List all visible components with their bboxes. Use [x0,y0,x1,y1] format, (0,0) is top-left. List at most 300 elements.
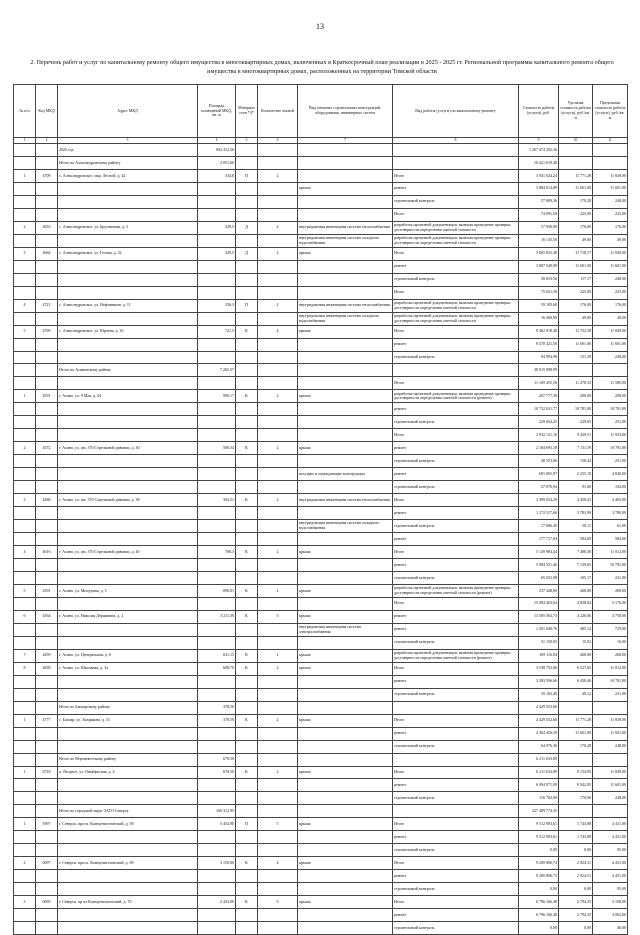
document-title: 2. Перечень работ и услуг по капитальному ремонту общего имущества в многоквартирных домах, включенных в Краткосрочный план реализации в 2025 - 2025 гг. Региональной программы капитального ремонта общего имущества в многоквартирных домах, расположенных на территории Томской области [30,59,614,75]
table-cell: 11 849,00 [593,325,628,338]
table-cell: 229,65 [559,416,593,429]
table-cell: 6 458,46 [559,675,593,688]
table-cell: 2 [258,299,298,312]
table-cell: 1 [14,714,36,727]
table-cell [258,805,298,818]
table-cell [36,571,58,584]
table-cell: 15 084 463,64 [519,597,559,610]
table-cell: 631,15 [198,649,236,662]
table-cell: 1 [14,818,36,831]
table-cell: строительный контроль [393,351,519,364]
table-cell: г. Асино, ул. Мичурина, д. 5 [58,584,198,597]
table-cell: 0,00 [559,883,593,896]
table-cell: 2 051,60 [198,156,236,169]
table-cell: К [236,649,258,662]
table-cell: 169 116,04 [519,649,559,662]
table-cell: 5 [14,584,36,597]
table-cell: разработка проектной документации, включая проведение проверки достоверности определения сметной стоимости [393,221,519,234]
col-header: Предельная стоимость работы (услуги), руб./кв. м [593,85,628,138]
table-cell [393,753,519,766]
table-cell: 9 [258,896,298,909]
table-cell [298,338,393,351]
table-cell: 3 941 024,24 [519,169,559,182]
table-cell [298,922,393,935]
table-cell [236,675,258,688]
table-cell [36,364,58,377]
table-cell: 2 [258,247,298,260]
table-cell [36,481,58,494]
table-cell [298,909,393,922]
table-cell: внутридомовая инженерная система холодного водоснабжения [298,234,393,247]
table-cell: 1 743,88 [559,818,593,831]
table-cell: 8 [14,662,36,675]
table-row [14,922,628,935]
table-row [14,247,628,260]
table-cell [258,883,298,896]
table-cell: строительный контроль [393,455,519,468]
table-cell [236,597,258,610]
table-cell: 2 [258,169,298,182]
table-cell: 3 865 823,48 [519,247,559,260]
table-cell [58,273,198,286]
table-cell: 49,12 [559,688,593,701]
table-cell: 48 553,06 [519,455,559,468]
table-cell [258,559,298,572]
table-cell: 11 012,00 [593,662,628,675]
table-cell: 11 601,00 [593,182,628,195]
table-cell: 4486 [36,494,58,507]
table-cell: разработка проектной документации, включая проведение проверки достоверности определения сметной стоимости (ремонт) [393,649,519,662]
table-cell: 691 065,97 [519,468,559,481]
table-cell [14,792,36,805]
table-cell [36,533,58,546]
table-cell: Д [236,247,258,260]
table-cell: 11 771,28 [559,169,593,182]
table-cell: 7 265,57 [198,364,236,377]
table-cell: 0,00 [559,922,593,935]
table-cell: крыша [298,546,393,559]
table-cell: крыша [298,442,393,455]
table-row [14,273,628,286]
table-cell [258,429,298,442]
table-cell: внутридомовая инженерная система теплоснабжения [298,299,393,312]
table-cell: ремонт [393,507,519,520]
table-cell: 176,00 [593,299,628,312]
table-cell: 16 135,50 [519,234,559,247]
table-cell [14,481,36,494]
table-cell: 10 781,00 [593,675,628,688]
table-cell [14,909,36,922]
table-cell [58,922,198,935]
table-cell [298,571,393,584]
table-cell: 2 794,35 [559,909,593,922]
table-cell: 4 838,84 [559,597,593,610]
table-row [14,896,628,909]
table-row [14,403,628,416]
table-cell [236,286,258,299]
table-cell: 2 184 695,18 [519,442,559,455]
table-cell [36,792,58,805]
table-cell: 0,00 [519,883,559,896]
table-cell: ремонт [393,182,519,195]
table-cell: 4 [258,325,298,338]
table-cell [298,195,393,208]
table-cell [298,636,393,649]
table-cell: К [236,610,258,623]
table-cell [236,831,258,844]
table-cell [14,403,36,416]
table-cell [58,533,198,546]
table-cell [198,675,236,688]
table-cell: 207 777,39 [519,390,559,403]
table-cell [58,792,198,805]
table-cell: г. Асино, ул. Центральная, д. 6 [58,649,198,662]
table-row [14,546,628,559]
table-cell: 11 601,00 [593,779,628,792]
works-table [13,84,628,935]
table-cell [14,286,36,299]
table-cell [236,727,258,740]
table-cell [258,740,298,753]
table-cell [559,805,593,818]
table-row [14,156,628,169]
table-cell: с. Александровское, мкр. Лесной, д. 42 [58,169,198,182]
col-number: 5 [236,138,258,144]
table-cell [58,377,198,390]
table-row [14,299,628,312]
table-cell: крыша [298,662,393,675]
table-cell [298,688,393,701]
table-cell: К [236,546,258,559]
table-cell [58,195,198,208]
table-cell [236,351,258,364]
table-row [14,455,628,468]
table-cell [14,468,36,481]
table-cell: г. Асино, ул. Николая Державина, д. 2 [58,610,198,623]
table-cell: 692 412,56 [198,144,236,157]
table-cell: 3 783,99 [559,507,593,520]
table-cell [298,559,393,572]
table-row [14,520,628,533]
table-cell [236,701,258,714]
table-cell: 3 807 549,90 [519,260,559,273]
col-number: 2 [36,138,58,144]
table-cell: ремонт [393,442,519,455]
table-cell: 3 538 752,06 [519,662,559,675]
table-cell [198,571,236,584]
table-cell [198,779,236,792]
table-cell [559,144,593,157]
table-cell [58,597,198,610]
table-cell: крыша [298,896,393,909]
table-cell: К [236,325,258,338]
table-cell [58,234,198,247]
table-cell [593,144,628,157]
table-cell [58,455,198,468]
table-cell: 584,00 [559,533,593,546]
page-number: 13 [316,22,324,31]
table-cell [393,805,519,818]
table-cell [58,286,198,299]
table-cell: 2 [14,221,36,234]
table-row [14,312,628,325]
table-cell: 38 915 098,99 [519,364,559,377]
table-cell: 231,00 [593,688,628,701]
table-cell: 7 488,30 [559,546,593,559]
table-cell [298,481,393,494]
table-cell: 506,54 [198,442,236,455]
table-cell [236,688,258,701]
table-cell: внутридомовая инженерная система электроснабжения [298,623,393,636]
table-cell [36,273,58,286]
table-cell: Итого [393,896,519,909]
table-cell: 104,00 [593,481,628,494]
table-cell: 11 771,28 [559,714,593,727]
table-row [14,662,628,675]
table-cell [14,740,36,753]
table-cell: 3 884 014,88 [519,182,559,195]
table-row [14,325,628,338]
col-header: № п/п [14,85,36,138]
table-cell [198,559,236,572]
table-cell: 2 [258,714,298,727]
table-cell: 11 849,00 [593,714,628,727]
table-cell: 4 429 552,66 [519,701,559,714]
table-cell [236,416,258,429]
table-cell: Итого по Бакчарскому району [58,701,198,714]
table-cell: 46,00 [593,922,628,935]
table-cell [236,364,258,377]
table-cell [236,338,258,351]
table-cell: 334,8 [198,169,236,182]
col-number: 11 [593,138,628,144]
table-cell [14,571,36,584]
table-cell [58,312,198,325]
table-cell: 7 131,59 [559,442,593,455]
table-row [14,221,628,234]
table-cell [198,481,236,494]
table-row [14,442,628,455]
table-cell: 4 431,00 [593,831,628,844]
table-cell [198,429,236,442]
table-cell: 2 924,51 [559,857,593,870]
table-cell: 11 953,00 [593,429,628,442]
table-cell [14,429,36,442]
table-cell: с. Александровское, ул. Брусничная, д. 5 [58,221,198,234]
table-cell: 94 994,98 [519,351,559,364]
table-cell [258,312,298,325]
table-cell [236,481,258,494]
table-cell [36,623,58,636]
table-cell [58,844,198,857]
table-cell [36,779,58,792]
table-cell [58,623,198,636]
table-cell [236,909,258,922]
table-row [14,351,628,364]
table-cell: строительный контроль [393,844,519,857]
table-cell [36,156,58,169]
table-cell: 11 601,00 [559,260,593,273]
table-cell: К [236,662,258,675]
table-cell: 11 169 455,56 [519,377,559,390]
table-cell: 3 108,00 [593,896,628,909]
table-cell: 4391 [36,584,58,597]
table-cell [198,468,236,481]
table-cell [298,753,393,766]
table-cell: строительный контроль [393,636,519,649]
table-row [14,597,628,610]
table-cell: П [236,818,258,831]
table-cell [258,195,298,208]
table-cell: К [236,896,258,909]
table-cell: строительный контроль [393,740,519,753]
table-cell [36,753,58,766]
col-number: 6 [258,138,298,144]
table-cell [298,403,393,416]
table-cell [258,844,298,857]
table-cell [198,182,236,195]
table-cell: 6 796 166,48 [519,909,559,922]
table-cell: П [236,169,258,182]
table-cell: 11 849,00 [593,766,628,779]
table-cell [258,727,298,740]
table-cell [298,792,393,805]
table-cell: разработка проектной документации, включая проведение проверки достоверности определения сметной стоимости [393,299,519,312]
table-cell: 16,00 [593,636,628,649]
table-cell: 49,00 [559,234,593,247]
table-cell: 91,00 [559,481,593,494]
header-row [14,85,628,138]
table-cell: г. Северск, просп. Коммунистический, д. 58 [58,818,198,831]
table-cell [14,922,36,935]
table-cell [36,805,58,818]
table-cell: 2 794,35 [559,896,593,909]
table-cell: 11 278,33 [559,377,593,390]
table-cell: 49,00 [593,312,628,325]
table-cell: Итого [393,546,519,559]
col-header: Код МКД [36,85,58,138]
table-cell: Итого [393,286,519,299]
table-cell: г. Асино, ул. им. 370 Стрелковой дивизии, д. 40 [58,546,198,559]
table-cell [36,688,58,701]
table-cell: 49,00 [593,234,628,247]
table-cell: крыша [298,610,393,623]
table-cell: 3 150,80 [198,857,236,870]
table-cell [298,701,393,714]
table-cell [198,520,236,533]
table-cell: 2 [258,662,298,675]
table-cell: Итого [393,325,519,338]
table-cell [14,195,36,208]
table-cell [36,429,58,442]
table-cell [58,481,198,494]
table-cell: 5 454,90 [198,818,236,831]
table-cell: 4 364 456,50 [519,727,559,740]
table-cell: 5997 [36,818,58,831]
table-cell: 227 409 774,35 [519,805,559,818]
table-cell: 4 840,00 [593,468,628,481]
table-cell: строительный контроль [393,792,519,805]
table-row [14,636,628,649]
table-cell: 4564 [36,610,58,623]
table-cell: 105,17 [559,571,593,584]
table-cell [298,416,393,429]
table-cell [14,753,36,766]
table-cell: строительный контроль [393,922,519,935]
table-cell [58,688,198,701]
table-cell: П [236,299,258,312]
table-cell [36,338,58,351]
table-cell [36,351,58,364]
table-cell: с. Бакчар, ул. Хохрякова, д. 51 [58,714,198,727]
table-cell: 11 849,00 [593,169,628,182]
table-cell [393,156,519,169]
table-cell: 16 468,90 [519,312,559,325]
table-cell: Итого по Верхнекетскому району [58,753,198,766]
table-cell [258,533,298,546]
table-cell: 3 062,00 [593,909,628,922]
table-cell: крыша [298,818,393,831]
table-cell [236,753,258,766]
table-cell [198,234,236,247]
table-cell: разработка проектной документации, включая проведение проверки достоверности определения сметной стоимости [393,312,519,325]
table-cell: Итого [393,208,519,221]
table-cell [236,779,258,792]
table-cell: 3 [14,247,36,260]
table-cell [14,208,36,221]
table-cell [236,571,258,584]
table-cell: 378,50 [198,714,236,727]
table-cell: 2 [258,494,298,507]
table-cell [236,377,258,390]
table-cell: 3 211,30 [198,610,236,623]
table-row [14,753,628,766]
table-cell [258,636,298,649]
table-row [14,286,628,299]
table-cell: 9 200 806,73 [519,870,559,883]
table-cell [298,533,393,546]
table-cell [198,338,236,351]
table-cell [258,779,298,792]
table-cell [198,416,236,429]
table-cell: 166 312,95 [198,805,236,818]
table-cell: 890,01 [198,584,236,597]
table-cell: 248,00 [593,195,628,208]
table-cell [258,182,298,195]
table-cell [14,727,36,740]
table-cell: 8 370 321,50 [519,338,559,351]
works-table-container [13,84,627,935]
col-header: Вид работы (услуги) по капитальному ремонту [393,85,519,138]
table-cell [298,831,393,844]
table-cell [298,805,393,818]
table-row [14,727,628,740]
table-cell [36,286,58,299]
table-cell [36,559,58,572]
table-cell: строительный контроль [393,195,519,208]
col-number: 7 [298,138,393,144]
table-cell: 7 [14,649,36,662]
table-cell [58,520,198,533]
table-cell [298,169,393,182]
table-cell: 2 [258,584,298,597]
table-cell: 3 389 054,29 [519,494,559,507]
table-cell [36,909,58,922]
table-cell [236,273,258,286]
table-cell [236,740,258,753]
table-cell: Итого [393,714,519,727]
table-cell [58,182,198,195]
